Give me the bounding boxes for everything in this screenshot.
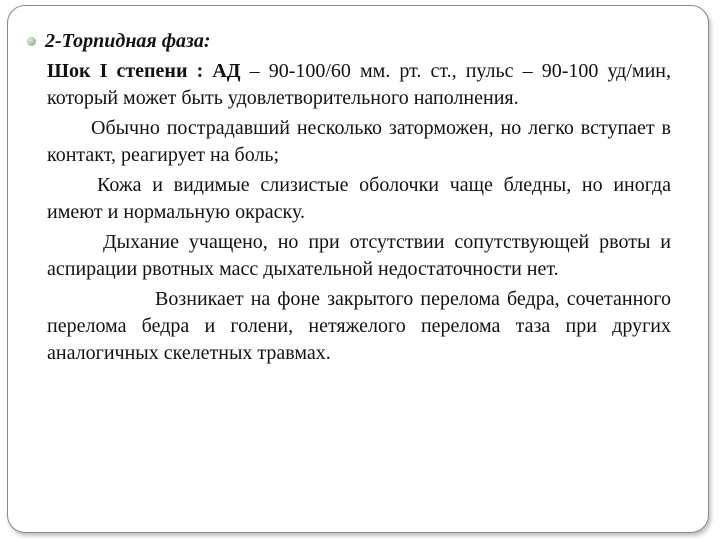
paragraph-skin: Кожа и видимые слизистые оболочки чаще бледны, но иногда имеют и нормальную окраску.	[47, 174, 671, 223]
paragraph-bold-lead: Шок I степени : АД	[47, 60, 241, 82]
slide-body	[47, 58, 671, 367]
bullet-dot-icon	[27, 37, 36, 46]
paragraph-causes: Возникает на фоне закрытого перелома бедра, сочетанного перелома бедра и голени, нетяжелого перелома таза при других аналогичных скелетных травмах.	[47, 288, 671, 364]
slide-heading: 2-Торпидная фаза:	[45, 30, 211, 52]
slide-heading-row	[27, 30, 211, 53]
paragraph-breathing: Дыхание учащено, но при отсутствии сопутствующей рвоты и аспирации рвотных масс дыхательной недостаточности нет.	[47, 231, 671, 280]
paragraph-text: – 90-100/60 мм. рт. ст., пульс – 90-100 уд/мин, который может быть удовлетворительного наполнения.	[47, 60, 671, 109]
paragraph-shock-degree	[47, 58, 671, 112]
paragraph-consciousness: Обычно пострадавший несколько заторможен, но легко вступает в контакт, реагирует на боль;	[47, 117, 671, 166]
